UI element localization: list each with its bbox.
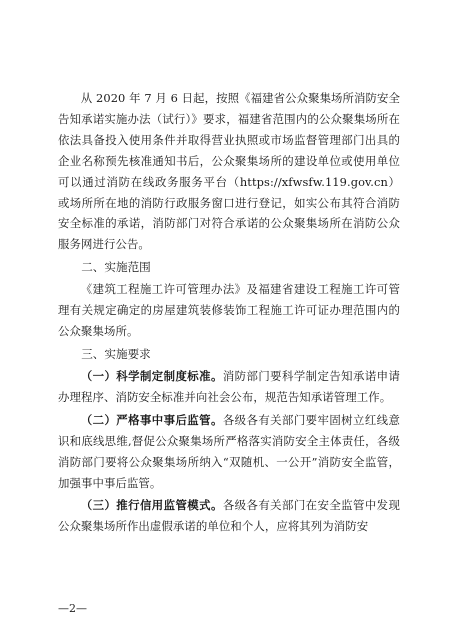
scope-paragraph: 《建筑工程施工许可管理办法》及福建省建设工程施工许可管理有关规定确定的房屋建筑装修装饰工程施工许可证办理范围内的公众聚集场所。 — [58, 282, 400, 339]
section-heading-scope: 二、实施范围 — [81, 260, 151, 275]
intro-paragraph: 从 2020 年 7 月 6 日起，按照《福建省公众聚集场所消防安全告知承诺实施办法（试行）》要求，福建省范围内的公众聚集场所在依法具备投入使用条件并取得营业执照或市场监督管理部门出具的企业名称预先核准通知书后，公众聚集场所的建设单位或使用单位可以通过消防在线政务服务平台（https://xfwsfw.119.gov.cn）或场所所在地的消防行政服务窗口进行登记，如实公布其符合消防安全标准的承诺，消防部门对符合承诺的公众聚集场所在消防公众服务网进行公告。 — [58, 91, 400, 252]
requirement-item-3-body: 各级各有关部门在安全监管中发现公众聚集场所作出虚假承诺的单位和个人，应将其列为消防安 — [58, 498, 400, 534]
requirement-item-2-body: 各级各有关部门要牢固树立红线意识和底线思维,督促公众聚集场所严格落实消防安全主体责任，各级消防部门要将公众聚集场所纳入“双随机、一公开”消防安全监管，加强事中事后监管。 — [58, 412, 400, 490]
requirement-item-1-title: （一）科学制定制度标准。 — [80, 368, 223, 383]
document-body — [58, 88, 400, 537]
page-number: —2— — [58, 602, 87, 615]
requirement-item-3-title: （三）推行信用监管模式。 — [80, 498, 223, 513]
section-heading-requirements: 三、实施要求 — [81, 346, 151, 361]
requirement-item-2 — [58, 410, 400, 494]
requirement-item-3 — [58, 495, 400, 537]
requirement-item-1-body: 消防部门要科学制定告知承诺申请办理程序、消防安全标准并向社会公布，规范告知承诺管理工作。 — [58, 368, 400, 404]
requirement-item-2-title: （二）严格事中事后监管。 — [80, 412, 223, 427]
requirement-item-1 — [58, 366, 400, 408]
